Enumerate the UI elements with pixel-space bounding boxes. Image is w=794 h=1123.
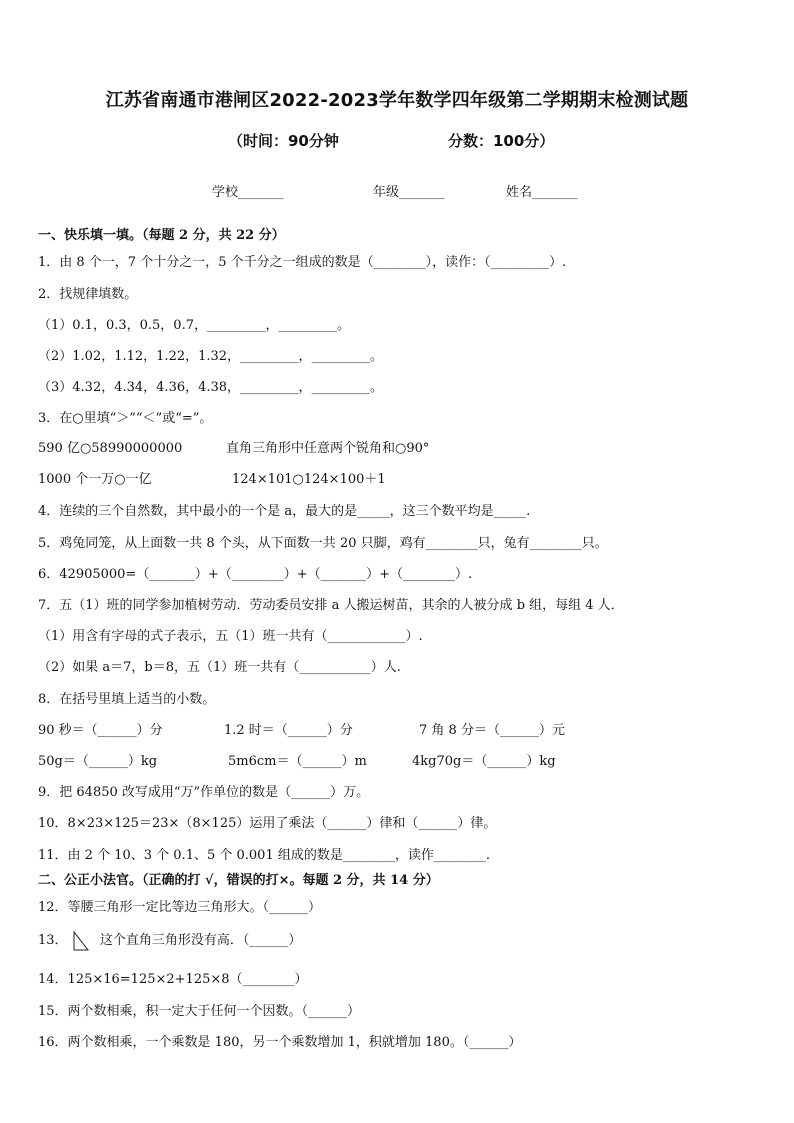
section-2-heading: 二、公正小法官。（正确的打 √，错误的打×。每题 2 分，共 14 分）: [38, 873, 439, 888]
question-8-item-3: 7 角 8 分＝（______）元: [419, 723, 565, 738]
question-16: 16．两个数相乘，一个乘数是 180，另一个乘数增加 1，积就增加 180。（______）: [38, 1035, 522, 1050]
question-4: 4．连续的三个自然数，其中最小的一个是 a，最大的是_____，这三个数平均是_____.: [38, 504, 531, 519]
section-1-heading: 一、快乐填一填。（每题 2 分，共 22 分）: [38, 228, 285, 243]
total-score: 分数：100分）: [448, 132, 555, 150]
question-3-item-2: 直角三角形中任意两个锐角和○90°: [226, 441, 430, 456]
question-14: 14．125×16=125×2+125×8（________）: [38, 972, 308, 987]
time-limit: （时间：90分钟: [228, 132, 339, 150]
question-8: 8．在括号里填上适当的小数。: [38, 692, 216, 707]
question-3-item-3: 1000 个一万○一亿: [38, 472, 152, 487]
question-8-item-4: 50g＝（______）kg: [38, 754, 158, 769]
school-field[interactable]: 学校_______: [212, 185, 284, 200]
question-13: [38, 929, 301, 952]
question-8-item-2: 1.2 时＝（______）分: [224, 723, 353, 738]
question-10: 10．8×23×125＝23×（8×125）运用了乘法（______）律和（______）律。: [38, 816, 497, 831]
question-8-item-6: 4kg70g＝（______）kg: [412, 754, 556, 769]
question-8-item-5: 5m6cm＝（______）m: [228, 754, 367, 769]
question-9: 9．把 64850 改写成用“万”作单位的数是（______）万。: [38, 785, 370, 800]
question-3-item-1: 590 亿○58990000000: [38, 441, 183, 456]
question-2-part-3: （3）4.32，4.34，4.36，4.38，_________，_________。: [38, 380, 384, 395]
question-5: 5．鸡兔同笼，从上面数一共 8 个头，从下面数一共 20 只脚，鸡有________只，兔有________只。: [38, 536, 608, 551]
name-field[interactable]: 姓名_______: [506, 185, 578, 200]
question-12: 12．等腰三角形一定比等边三角形大。（______）: [38, 900, 322, 915]
question-7-part-1: （1）用含有字母的式子表示，五（1）班一共有（____________）.: [38, 629, 423, 644]
question-15: 15．两个数相乘，积一定大于任何一个因数。（______）: [38, 1004, 361, 1019]
question-7-part-2: （2）如果 a＝7，b＝8，五（1）班一共有（___________）人.: [38, 660, 401, 675]
question-8-item-1: 90 秒＝（______）分: [38, 723, 163, 738]
question-6: 6．42905000=（_______）+（________）+（_______）+（________）.: [38, 567, 473, 582]
question-2-part-2: （2）1.02，1.12，1.22，1.32，_________，_________。: [38, 349, 384, 364]
question-3-item-4: 124×101○124×100＋1: [232, 472, 386, 487]
question-3: 3．在○里填“＞”“＜”或“=”。: [38, 411, 213, 426]
question-7: 7．五（1）班的同学参加植树劳动．劳动委员安排 a 人搬运树苗，其余的人被分成 b 组，每组 4 人．: [38, 598, 624, 613]
question-1: 1．由 8 个一，7 个十分之一，5 个千分之一组成的数是（________），读作：（_________）.: [38, 255, 567, 270]
right-triangle-icon: [72, 930, 90, 952]
question-2-part-1: （1）0.1，0.3，0.5，0.7，_________，_________。: [38, 318, 350, 333]
exam-title: 江苏省南通市港闸区2022-2023学年数学四年级第二学期期末检测试题: [105, 90, 689, 111]
question-13-number: 13．: [38, 933, 68, 948]
question-13-text: 这个直角三角形没有高．（______）: [99, 933, 302, 948]
question-11: 11．由 2 个 10、3 个 0.1、5 个 0.001 组成的数是________，读作________.: [38, 848, 490, 863]
question-2: 2．找规律填数。: [38, 287, 138, 302]
grade-field[interactable]: 年级_______: [373, 185, 445, 200]
